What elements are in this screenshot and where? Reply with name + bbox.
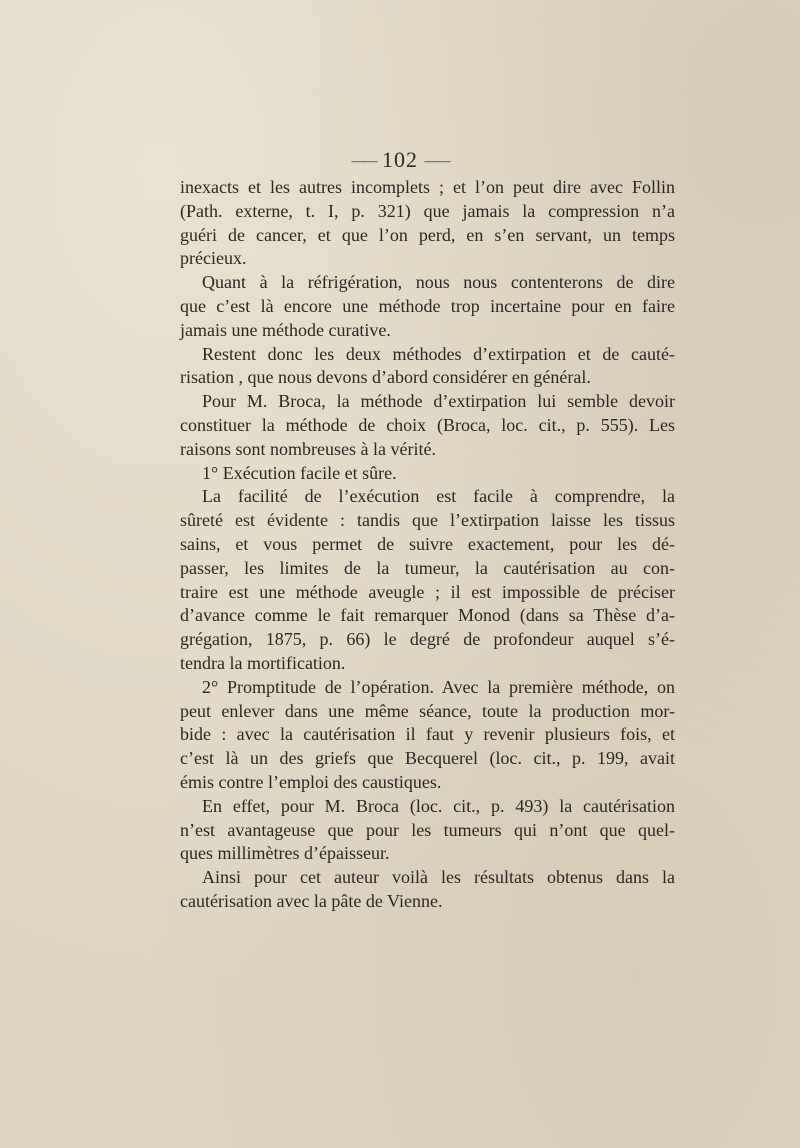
header-dash-right: —	[424, 153, 437, 169]
page-body-text	[180, 176, 675, 914]
text-line: risation , que nous devons d’abord considérer en général.	[180, 367, 591, 388]
header-dash-left-2: —	[363, 153, 376, 169]
text-line: Quant à la réfrigération, nous nous contenterons de dire	[202, 272, 675, 293]
text-line: jamais une méthode curative.	[180, 319, 391, 340]
paragraph	[180, 676, 675, 795]
paragraph	[180, 462, 675, 486]
text-line: En effet, pour M. Broca (loc. cit., p. 493) la cautérisation	[202, 795, 675, 816]
header-dash-left: —	[351, 153, 364, 169]
text-line: raisons sont nombreuses à la vérité.	[180, 438, 436, 459]
text-line: Ainsi pour cet auteur voilà les résultats obtenus dans la	[202, 867, 675, 888]
text-line: Restent donc les deux méthodes d’extirpation et de cauté-	[202, 343, 675, 364]
text-line: c’est là un des griefs que Becquerel (loc. cit., p. 199, avait	[180, 748, 675, 769]
text-line: 1° Exécution facile et sûre.	[202, 462, 397, 483]
text-line: 2° Promptitude de l’opération. Avec la première méthode, on	[202, 676, 675, 697]
text-line: bide : avec la cautérisation il faut y revenir plusieurs fois, et	[180, 724, 675, 745]
text-line: d’avance comme le fait remarquer Monod (dans sa Thèse d’a-	[180, 605, 675, 626]
text-line: sains, et vous permet de suivre exactement, pour les dé-	[180, 533, 675, 554]
text-line: ques millimètres d’épaisseur.	[180, 843, 390, 864]
text-line: Pour M. Broca, la méthode d’extirpation lui semble devoir	[202, 391, 675, 412]
text-line: précieux.	[180, 248, 247, 269]
text-line: constituer la méthode de choix (Broca, loc. cit., p. 555). Les	[180, 414, 675, 435]
text-line: (Path. externe, t. I, p. 321) que jamais la compression n’a	[180, 200, 675, 221]
text-line: émis contre l’emploi des caustiques.	[180, 771, 442, 792]
header-dash-right-2: —	[436, 153, 449, 169]
text-line: peut enlever dans une même séance, toute la production mor-	[180, 700, 675, 721]
text-line: guéri de cancer, et que l’on perd, en s’en servant, un temps	[180, 224, 675, 245]
paragraph	[180, 795, 675, 866]
text-line: passer, les limites de la tumeur, la cautérisation au con-	[180, 557, 675, 578]
text-line: grégation, 1875, p. 66) le degré de profondeur auquel s’é-	[180, 629, 675, 650]
paragraph	[180, 343, 675, 391]
text-line: sûreté est évidente : tandis que l’extirpation laisse les tissus	[180, 510, 675, 531]
page-number: 102	[382, 147, 418, 172]
paragraph	[180, 390, 675, 461]
paragraph	[180, 176, 675, 271]
paragraph	[180, 866, 675, 914]
paragraph	[180, 485, 675, 675]
text-line: que c’est là encore une méthode trop incertaine pour en faire	[180, 295, 675, 316]
text-line: traire est une méthode aveugle ; il est impossible de préciser	[180, 581, 675, 602]
text-line: La facilité de l’exécution est facile à comprendre, la	[202, 486, 675, 507]
paragraph	[180, 271, 675, 342]
text-line: inexacts et les autres incomplets ; et l’on peut dire avec Follin	[180, 177, 675, 197]
page-number-header	[0, 147, 800, 173]
text-line: n’est avantageuse que pour les tumeurs qui n’ont que quel-	[180, 819, 675, 840]
text-line: tendra la mortification.	[180, 652, 346, 673]
text-line: cautérisation avec la pâte de Vienne.	[180, 890, 443, 911]
